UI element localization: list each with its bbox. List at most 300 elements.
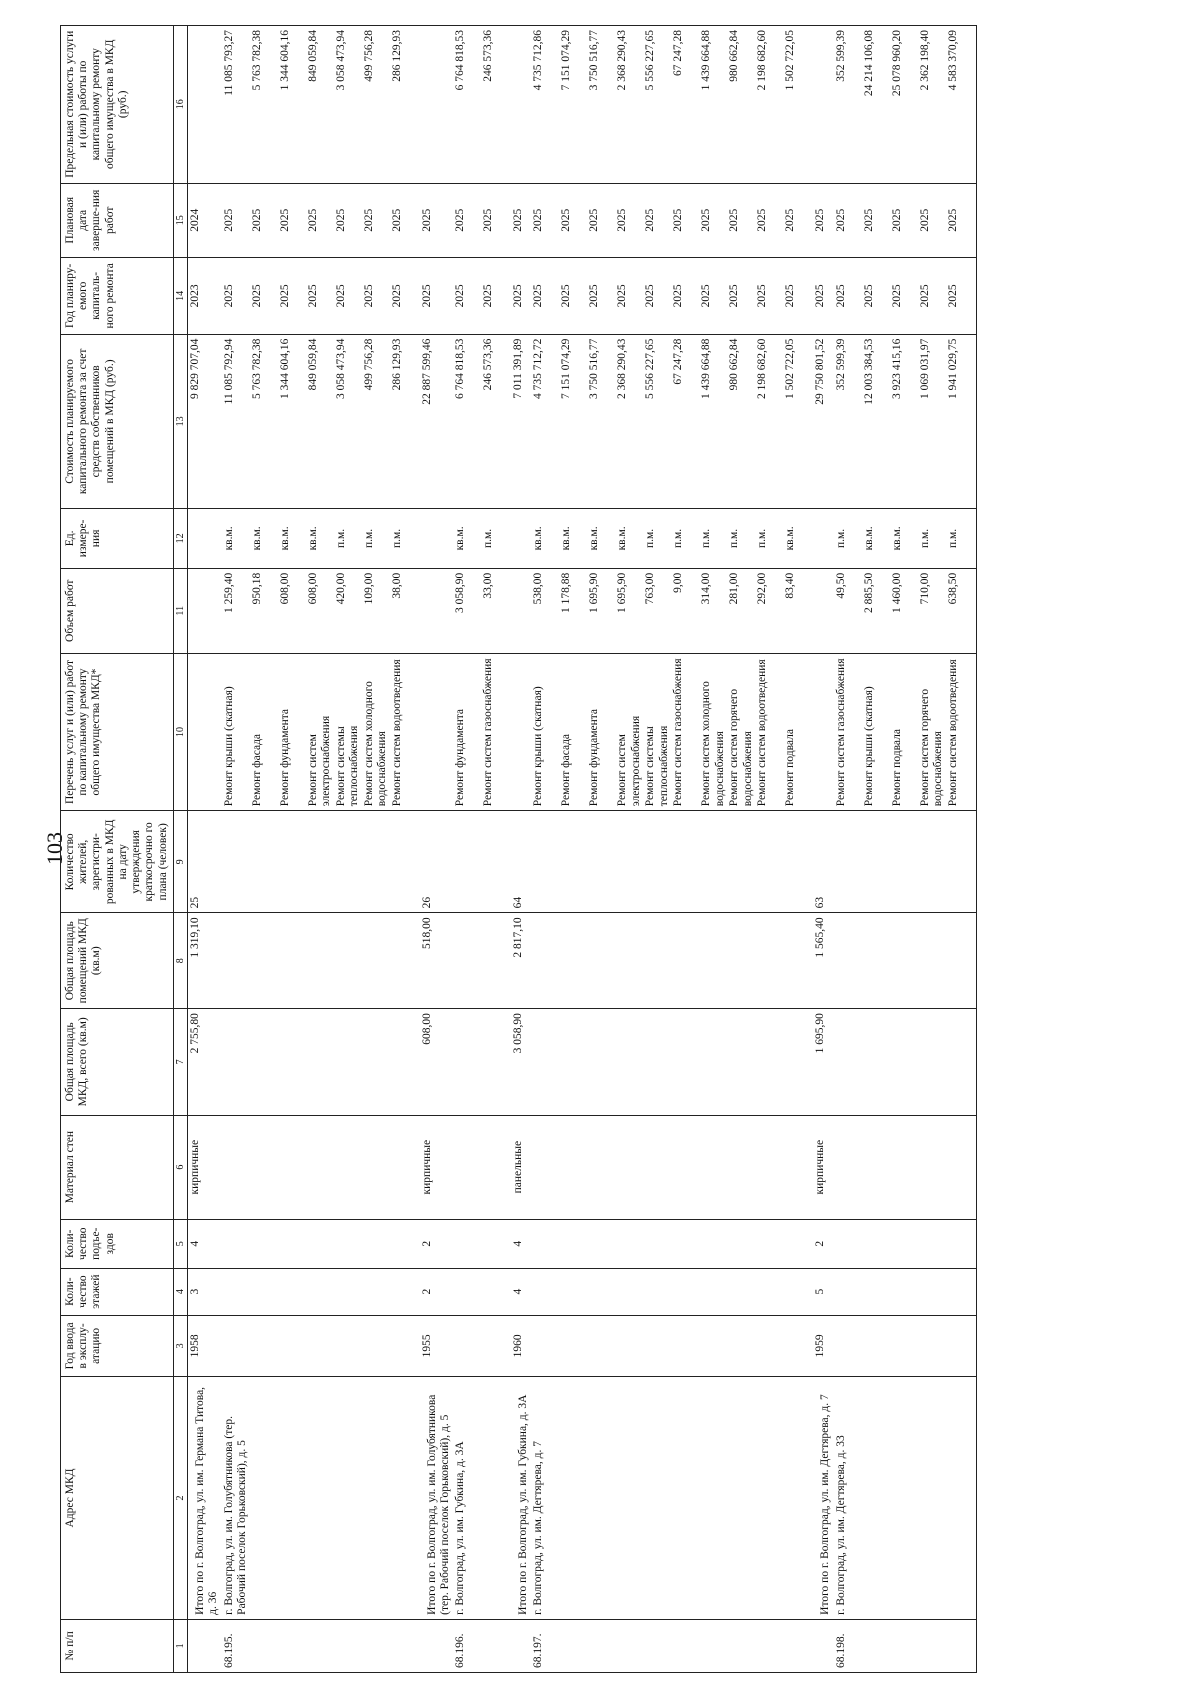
unit-value: п.м. (918, 528, 931, 548)
repair-plan-table (60, 25, 977, 1673)
column-header: № п/п (61, 1619, 174, 1672)
plan-year-value: 2025 (700, 284, 713, 308)
volume-value: 1 178,88 (560, 572, 573, 613)
unit-value: кв.м. (532, 526, 545, 551)
volume-cell (531, 568, 813, 653)
work-item: Ремонт систем водоотведения (946, 659, 959, 807)
plan-year-value: 2025 (306, 284, 319, 308)
cost-cell: 22 887 599,46 (420, 334, 453, 508)
end-date-cell: 2025 (813, 183, 833, 257)
works-cell (420, 653, 453, 810)
column-number: 8 (173, 913, 188, 1009)
limit-value: 4 735 712,86 (532, 30, 545, 91)
floors-cell: 4 (511, 1268, 531, 1315)
volume-value: 292,00 (756, 572, 769, 605)
unit-value: кв.м. (306, 526, 319, 551)
plan-year-value: 2025 (918, 284, 931, 308)
works-cell (834, 653, 977, 810)
cost-value: 2 198 682,60 (756, 338, 769, 399)
unit-value: кв.м. (278, 526, 291, 551)
cost-value: 2 368 290,43 (616, 338, 629, 399)
address-cell: г. Волгоград, ул. им. Дегтярева, д. 7 (531, 1377, 813, 1620)
work-item: Ремонт систем электроснабжения (306, 715, 332, 807)
unit-cell (420, 509, 453, 569)
plan-year-value: 2025 (560, 284, 573, 308)
num-cell (188, 1619, 222, 1672)
limit-cell (511, 26, 531, 184)
address-cell: Итого по г. Волгоград, ул. им. Дегтярева, д. 7 (813, 1377, 833, 1620)
cost-value: 1 069 031,97 (918, 338, 931, 399)
column-number: 11 (173, 568, 188, 653)
area-total-cell: 1 695,90 (813, 1009, 833, 1115)
column-number: 7 (173, 1009, 188, 1115)
work-item: Ремонт крыши (скатная) (222, 686, 235, 807)
entrances-cell: 2 (813, 1219, 833, 1268)
limit-cell (222, 26, 420, 184)
total-row (188, 26, 222, 1673)
limit-value: 2 368 290,43 (616, 30, 629, 91)
item-row (531, 26, 813, 1673)
column-header: Год планиру-емого капиталь-ного ремонта (61, 258, 174, 335)
empty-cell (453, 1315, 511, 1377)
empty-cell (531, 1009, 813, 1115)
volume-value: 638,50 (946, 572, 959, 605)
end-date-value: 2025 (454, 208, 467, 232)
work-item: Ремонт фасада (250, 733, 263, 807)
limit-cell (420, 26, 453, 184)
limit-value: 1 439 664,88 (700, 30, 713, 91)
cost-value: 12 003 384,53 (862, 338, 875, 405)
empty-cell (531, 1115, 813, 1219)
volume-value: 83,40 (784, 572, 797, 599)
plan-year-cell (834, 258, 977, 335)
material-cell: кирпичные (813, 1115, 833, 1219)
empty-cell (222, 1115, 420, 1219)
column-number: 2 (173, 1377, 188, 1620)
plan-year-value: 2025 (946, 284, 959, 308)
plan-year-value: 2025 (862, 284, 875, 308)
cost-value: 246 573,36 (482, 338, 495, 391)
empty-cell (834, 1268, 977, 1315)
limit-value: 6 764 818,53 (454, 30, 467, 91)
cost-cell: 9 829 707,04 (188, 334, 222, 508)
cost-value: 11 085 792,94 (222, 338, 235, 405)
volume-value: 1 460,00 (890, 572, 903, 613)
column-header: Перечень услуг и (или) работ по капитальному ремонту общего имущества МКД* (61, 653, 174, 810)
end-date-value: 2025 (862, 208, 875, 232)
column-header: Коли-чество подъе-здов (61, 1219, 174, 1268)
table-body (188, 26, 976, 1673)
address-cell: г. Волгоград, ул. им. Губкина, д. 3А (453, 1377, 511, 1620)
cost-cell (531, 334, 813, 508)
cost-value: 6 764 818,53 (454, 338, 467, 399)
work-item: Ремонт крыши (скатная) (532, 686, 545, 807)
plan-year-value: 2025 (250, 284, 263, 308)
cost-value: 4 735 712,72 (532, 338, 545, 399)
item-row (453, 26, 511, 1673)
work-item: Ремонт подвала (784, 729, 797, 807)
column-header: Ед. измере-ния (61, 509, 174, 569)
limit-value: 352 599,39 (834, 30, 847, 82)
work-item: Ремонт систем горячего водоснабжения (728, 688, 754, 807)
total-row (813, 26, 833, 1673)
empty-cell (453, 913, 511, 1009)
volume-value: 9,00 (672, 572, 685, 593)
limit-value: 1 502 722,05 (784, 30, 797, 91)
volume-value: 710,00 (918, 572, 931, 605)
work-item: Ремонт крыши (скатная) (862, 686, 875, 807)
num-cell: 68.198. (834, 1619, 977, 1672)
end-date-value: 2025 (250, 208, 263, 232)
plan-year-value: 2025 (482, 284, 495, 308)
unit-cell (531, 509, 813, 569)
empty-cell (531, 811, 813, 913)
plan-year-value: 2025 (278, 284, 291, 308)
column-number: 1 (173, 1619, 188, 1672)
end-date-cell (531, 183, 813, 257)
area-total-cell: 2 755,80 (188, 1009, 222, 1115)
works-cell (222, 653, 420, 810)
plan-year-value: 2025 (454, 284, 467, 308)
volume-value: 3 058,90 (454, 572, 467, 613)
column-number: 14 (173, 258, 188, 335)
work-item: Ремонт систем газоснабжения (834, 658, 847, 807)
plan-year-value: 2025 (532, 284, 545, 308)
column-header: Адрес МКД (61, 1377, 174, 1620)
unit-value: п.м. (728, 528, 741, 548)
volume-value: 109,00 (362, 572, 375, 605)
volume-value: 2 885,50 (862, 572, 875, 613)
end-date-value: 2025 (560, 208, 573, 232)
material-cell: кирпичные (188, 1115, 222, 1219)
plan-year-value: 2025 (616, 284, 629, 308)
limit-cell (188, 26, 222, 184)
plan-year-value: 2025 (390, 284, 403, 308)
volume-value: 281,00 (728, 572, 741, 605)
empty-cell (222, 1009, 420, 1115)
column-header: Год ввода в эксплу-атацию (61, 1315, 174, 1377)
limit-value: 7 151 074,29 (560, 30, 573, 91)
limit-value: 499 756,28 (362, 30, 375, 82)
cost-value: 3 750 516,77 (588, 338, 601, 399)
limit-value: 5 556 227,65 (644, 30, 657, 91)
work-item: Ремонт фундамента (454, 708, 467, 807)
end-date-value: 2025 (728, 208, 741, 232)
entrances-cell: 4 (511, 1219, 531, 1268)
residents-cell: 64 (511, 811, 531, 913)
empty-cell (834, 1115, 977, 1219)
volume-value: 1 695,90 (616, 572, 629, 613)
volume-cell (420, 568, 453, 653)
unit-value: кв.м. (250, 526, 263, 551)
material-cell: кирпичные (420, 1115, 453, 1219)
unit-value: кв.м. (560, 526, 573, 551)
unit-value: кв.м. (890, 526, 903, 551)
plan-year-value: 2025 (222, 284, 235, 308)
page-number: 103 (42, 832, 67, 865)
cost-value: 3 923 415,16 (890, 338, 903, 399)
plan-year-value: 2025 (756, 284, 769, 308)
empty-cell (531, 913, 813, 1009)
plan-year-cell (531, 258, 813, 335)
end-date-value: 2025 (278, 208, 291, 232)
column-number: 9 (173, 811, 188, 913)
header-row (61, 26, 174, 1673)
unit-cell (511, 509, 531, 569)
plan-year-value: 2025 (334, 284, 347, 308)
end-date-value: 2025 (946, 208, 959, 232)
volume-value: 608,00 (278, 572, 291, 605)
plan-year-value: 2025 (728, 284, 741, 308)
material-cell: панельные (511, 1115, 531, 1219)
cost-value: 980 662,84 (728, 338, 741, 391)
plan-year-cell: 2025 (420, 258, 453, 335)
end-date-value: 2025 (918, 208, 931, 232)
volume-value: 608,00 (306, 572, 319, 605)
unit-cell (188, 509, 222, 569)
end-date-value: 2025 (834, 208, 847, 232)
work-item: Ремонт систем водоотведения (390, 659, 403, 807)
works-cell (511, 653, 531, 810)
column-number: 16 (173, 26, 188, 184)
area-rooms-cell: 1 565,40 (813, 913, 833, 1009)
item-row (222, 26, 420, 1673)
column-header: Материал стен (61, 1115, 174, 1219)
plan-year-value: 2025 (890, 284, 903, 308)
cost-value: 1 502 722,05 (784, 338, 797, 399)
num-cell: 68.195. (222, 1619, 420, 1672)
unit-value: кв.м. (454, 526, 467, 551)
unit-value: п.м. (644, 528, 657, 548)
column-header: Предельная стоимость услуги и (или) работы по капитальному ремонту общего имущества в МКД (руб.) (61, 26, 174, 184)
cost-value: 5 763 782,38 (250, 338, 263, 399)
empty-cell (453, 1009, 511, 1115)
column-header: Коли-чество этажей (61, 1268, 174, 1315)
works-cell (453, 653, 511, 810)
address-cell: Итого по г. Волгоград, ул. им. Германа Титова, д. 36 (188, 1377, 222, 1620)
volume-cell (453, 568, 511, 653)
plan-year-cell: 2025 (511, 258, 531, 335)
works-cell (188, 653, 222, 810)
end-date-cell: 2025 (511, 183, 531, 257)
end-date-value: 2025 (784, 208, 797, 232)
end-date-value: 2025 (222, 208, 235, 232)
limit-value: 980 662,84 (728, 30, 741, 82)
works-cell (531, 653, 813, 810)
limit-value: 5 763 782,38 (250, 30, 263, 91)
num-cell (420, 1619, 453, 1672)
plan-year-cell (222, 258, 420, 335)
volume-value: 763,00 (644, 572, 657, 605)
unit-value: п.м. (334, 528, 347, 548)
cost-value: 352 599,39 (834, 338, 847, 391)
limit-value: 849 059,84 (306, 30, 319, 82)
unit-cell (453, 509, 511, 569)
num-cell (813, 1619, 833, 1672)
unit-value: кв.м. (222, 526, 235, 551)
empty-cell (834, 1315, 977, 1377)
unit-value: п.м. (834, 528, 847, 548)
column-header: Объем работ (61, 568, 174, 653)
work-item: Ремонт систем электроснабжения (616, 715, 642, 807)
end-date-value: 2025 (672, 208, 685, 232)
plan-year-value: 2025 (784, 284, 797, 308)
cost-cell (453, 334, 511, 508)
volume-value: 314,00 (700, 572, 713, 605)
empty-cell (453, 1219, 511, 1268)
limit-value: 1 344 604,16 (278, 30, 291, 91)
column-number-row (173, 26, 188, 1673)
limit-value: 4 583 370,09 (946, 30, 959, 91)
end-date-value: 2025 (588, 208, 601, 232)
year-cell: 1955 (420, 1315, 453, 1377)
cost-value: 1 941 029,75 (946, 338, 959, 399)
empty-cell (834, 913, 977, 1009)
floors-cell: 5 (813, 1268, 833, 1315)
empty-cell (453, 1115, 511, 1219)
area-rooms-cell: 2 817,10 (511, 913, 531, 1009)
cost-value: 1 344 604,16 (278, 338, 291, 399)
cost-value: 7 151 074,29 (560, 338, 573, 399)
work-item: Ремонт системы теплоснабжения (644, 725, 670, 807)
address-cell: г. Волгоград, ул. им. Голубятникова (тер. Рабочий поселок Горьковский), д. 5 (222, 1377, 420, 1620)
limit-cell (834, 26, 977, 184)
address-cell: Итого по г. Волгоград, ул. им. Губкина, д. 3А (511, 1377, 531, 1620)
volume-value: 38,00 (390, 572, 403, 599)
limit-cell (453, 26, 511, 184)
address-cell: г. Волгоград, ул. им. Дегтярева, д. 33 (834, 1377, 977, 1620)
unit-value: п.м. (700, 528, 713, 548)
unit-value: кв.м. (784, 526, 797, 551)
end-date-value: 2025 (700, 208, 713, 232)
plan-year-value: 2025 (362, 284, 375, 308)
column-header: Количество жителей, зарегистри-рованных в МКД на дату утверждения краткосрочно го плана (человек) (61, 811, 174, 913)
cost-value: 499 756,28 (362, 338, 375, 391)
residents-cell: 26 (420, 811, 453, 913)
plan-year-value: 2025 (588, 284, 601, 308)
end-date-value: 2025 (306, 208, 319, 232)
year-cell: 1958 (188, 1315, 222, 1377)
item-row (834, 26, 977, 1673)
column-number: 12 (173, 509, 188, 569)
empty-cell (531, 1268, 813, 1315)
work-item: Ремонт систем газоснабжения (672, 658, 685, 807)
work-item: Ремонт системы теплоснабжения (334, 725, 360, 807)
address-cell: Итого по г. Волгоград, ул. им. Голубятникова (тер. Рабочий поселок Горьковский), д. 5 (420, 1377, 453, 1620)
empty-cell (453, 811, 511, 913)
end-date-value: 2025 (334, 208, 347, 232)
limit-value: 246 573,36 (482, 30, 495, 82)
end-date-value: 2025 (890, 208, 903, 232)
area-total-cell: 3 058,90 (511, 1009, 531, 1115)
column-number: 6 (173, 1115, 188, 1219)
empty-cell (834, 1009, 977, 1115)
plan-year-cell: 2025 (813, 258, 833, 335)
num-cell: 68.196. (453, 1619, 511, 1672)
empty-cell (531, 1315, 813, 1377)
entrances-cell: 4 (188, 1219, 222, 1268)
column-number: 13 (173, 334, 188, 508)
cost-value: 849 059,84 (306, 338, 319, 391)
volume-cell (222, 568, 420, 653)
plan-year-cell (453, 258, 511, 335)
limit-value: 2 362 198,40 (918, 30, 931, 91)
area-rooms-cell: 518,00 (420, 913, 453, 1009)
column-header: Плановая дата заверше-ния работ (61, 183, 174, 257)
column-header: Общая площадь МКД, всего (кв.м) (61, 1009, 174, 1115)
end-date-value: 2025 (362, 208, 375, 232)
work-item: Ремонт систем газоснабжения (482, 658, 495, 807)
plan-year-cell: 2023 (188, 258, 222, 335)
volume-value: 1 695,90 (588, 572, 601, 613)
total-row (420, 26, 453, 1673)
volume-value: 538,00 (532, 572, 545, 605)
limit-value: 24 214 106,08 (862, 30, 875, 97)
column-number: 15 (173, 183, 188, 257)
empty-cell (222, 1219, 420, 1268)
end-date-value: 2025 (616, 208, 629, 232)
limit-value: 286 129,93 (390, 30, 403, 82)
work-item: Ремонт фасада (560, 733, 573, 807)
area-rooms-cell: 1 319,10 (188, 913, 222, 1009)
empty-cell (222, 1268, 420, 1315)
column-number: 10 (173, 653, 188, 810)
end-date-value: 2025 (644, 208, 657, 232)
year-cell: 1959 (813, 1315, 833, 1377)
cost-value: 1 439 664,88 (700, 338, 713, 399)
empty-cell (834, 1219, 977, 1268)
column-number: 5 (173, 1219, 188, 1268)
work-item: Ремонт систем горячего водоснабжения (918, 688, 944, 807)
unit-value: кв.м. (588, 526, 601, 551)
cost-cell: 7 011 391,89 (511, 334, 531, 508)
work-item: Ремонт систем холодного водоснабжения (362, 681, 388, 807)
work-item: Ремонт фундамента (588, 708, 601, 807)
limit-value: 11 085 793,27 (222, 30, 235, 96)
empty-cell (531, 1219, 813, 1268)
area-total-cell: 608,00 (420, 1009, 453, 1115)
volume-value: 33,00 (482, 572, 495, 599)
limit-value: 3 750 516,77 (588, 30, 601, 91)
volume-cell (834, 568, 977, 653)
unit-cell (222, 509, 420, 569)
num-cell (511, 1619, 531, 1672)
cost-value: 3 058 473,94 (334, 338, 347, 399)
unit-value: п.м. (482, 528, 495, 548)
plan-year-value: 2025 (644, 284, 657, 308)
volume-cell (511, 568, 531, 653)
works-cell (813, 653, 833, 810)
volume-cell (813, 568, 833, 653)
cost-value: 286 129,93 (390, 338, 403, 391)
unit-value: п.м. (390, 528, 403, 548)
column-header: Общая площадь помещений МКД (кв.м) (61, 913, 174, 1009)
year-cell: 1960 (511, 1315, 531, 1377)
unit-value: п.м. (756, 528, 769, 548)
limit-cell (813, 26, 833, 184)
empty-cell (222, 1315, 420, 1377)
volume-value: 1 259,40 (222, 572, 235, 613)
column-number: 3 (173, 1315, 188, 1377)
unit-cell (834, 509, 977, 569)
end-date-value: 2025 (532, 208, 545, 232)
work-item: Ремонт систем холодного водоснабжения (700, 681, 726, 807)
column-number: 4 (173, 1268, 188, 1315)
total-row (511, 26, 531, 1673)
work-item: Ремонт фундамента (278, 708, 291, 807)
limit-value: 67 247,28 (672, 30, 685, 76)
column-header: Стоимость планируемого капитального ремонта за счет средств собственников помещений в МКД (руб.) (61, 334, 174, 508)
